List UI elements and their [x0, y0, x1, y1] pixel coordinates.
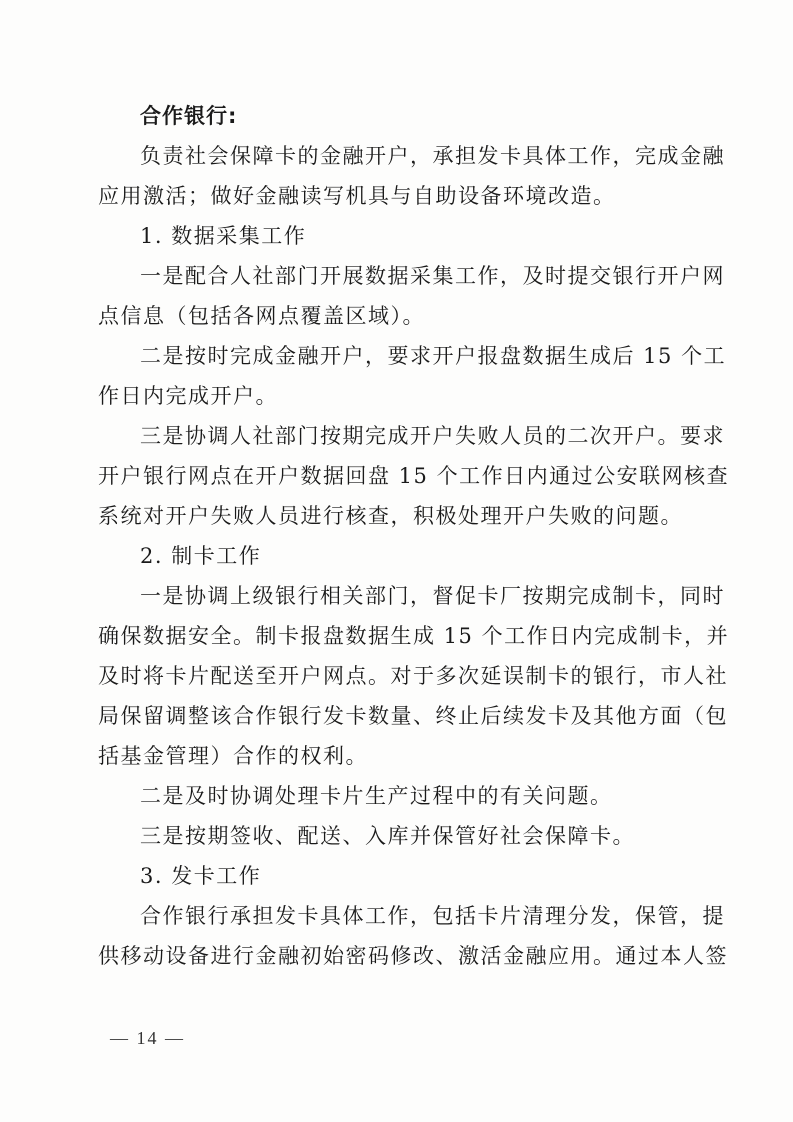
- text-line: 1. 数据采集工作: [140, 224, 307, 248]
- text-line: 确保数据安全。制卡报盘数据生成 15 个工作日内完成制卡，并: [98, 624, 730, 648]
- text-line: 二是及时协调处理卡片生产过程中的有关问题。: [140, 784, 613, 808]
- text-line: 开户银行网点在开户数据回盘 15 个工作日内通过公安联网核查: [98, 464, 730, 488]
- section-heading: 合作银行:: [140, 104, 238, 128]
- text-line: 供移动设备进行金融初始密码修改、激活金融应用。通过本人签: [98, 944, 728, 968]
- text-line: 局保留调整该合作银行发卡数量、终止后续发卡及其他方面（包: [98, 704, 728, 728]
- text-line: 应用激活；做好金融读写机具与自助设备环境改造。: [98, 184, 616, 208]
- text-line: 负责社会保障卡的金融开户，承担发卡具体工作，完成金融: [140, 144, 725, 168]
- text-line: 括基金管理）合作的权利。: [98, 744, 368, 768]
- text-line: 合作银行承担发卡具体工作，包括卡片清理分发，保管，提: [140, 904, 725, 928]
- document-body: [98, 96, 730, 976]
- text-line: 三是协调人社部门按期完成开户失败人员的二次开户。要求: [140, 424, 725, 448]
- text-line: 2. 制卡工作: [140, 544, 262, 568]
- text-line: 系统对开户失败人员进行核查，积极处理开户失败的问题。: [98, 504, 683, 528]
- text-line: 一是配合人社部门开展数据采集工作，及时提交银行开户网: [140, 264, 725, 288]
- paragraph-lines: [98, 136, 730, 976]
- text-line: 3. 发卡工作: [140, 864, 262, 888]
- page-number: — 14 —: [110, 1028, 185, 1048]
- text-line: 及时将卡片配送至开户网点。对于多次延误制卡的银行，市人社: [98, 664, 728, 688]
- text-line: 点信息（包括各网点覆盖区域）。: [98, 304, 425, 328]
- text-line: 三是按期签收、配送、入库并保管好社会保障卡。: [140, 824, 635, 848]
- text-line: 作日内完成开户。: [98, 384, 278, 408]
- text-line: 二是按时完成金融开户，要求开户报盘数据生成后 15 个工: [140, 344, 727, 368]
- text-line: 一是协调上级银行相关部门，督促卡厂按期完成制卡，同时: [140, 584, 725, 608]
